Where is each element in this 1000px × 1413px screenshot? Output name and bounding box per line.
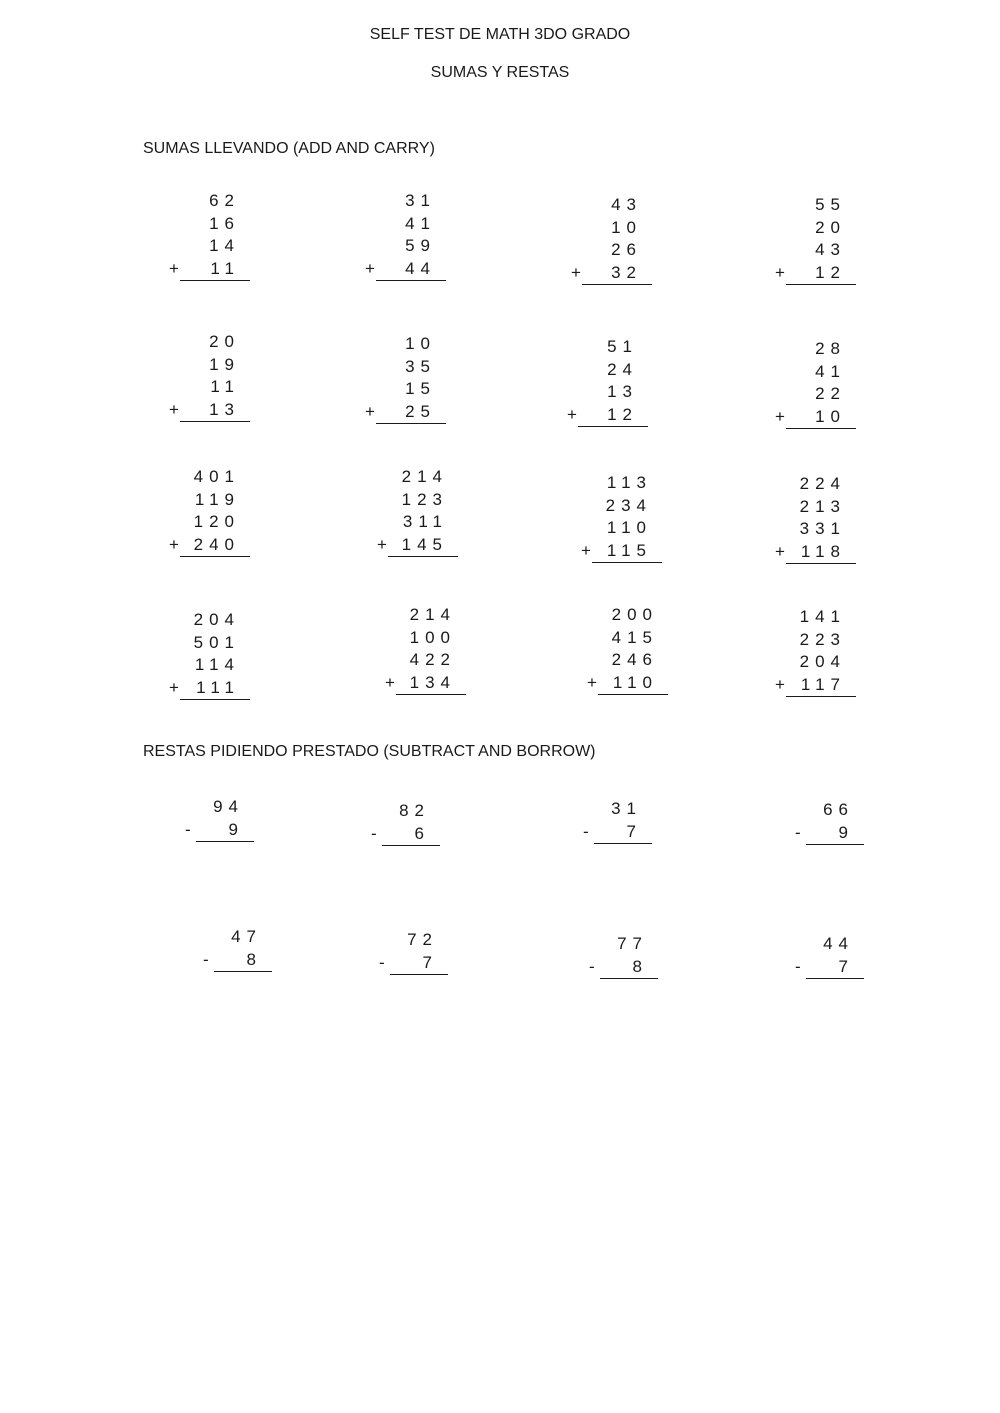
- operand-number: 55: [815, 195, 846, 214]
- operand-row-with-line: [775, 674, 856, 698]
- operand-number: 223: [799, 629, 846, 649]
- operand-row-with-line: [169, 399, 250, 423]
- addition-section-title: SUMAS LLEVANDO (ADD AND CARRY): [143, 140, 435, 157]
- operand-row-with-line: [581, 540, 662, 564]
- operand-row: [776, 361, 856, 384]
- addition-problem: [776, 473, 856, 564]
- operand-number: 43: [611, 195, 642, 214]
- operand-number: 82: [399, 801, 430, 820]
- operand-number: 114: [194, 655, 240, 674]
- operand-number: 26: [611, 240, 642, 259]
- operand-row: [572, 194, 652, 217]
- operand-row: [366, 213, 446, 236]
- minus-sign: -: [371, 824, 377, 843]
- operand-row: [366, 333, 446, 356]
- operand-number: 401: [193, 467, 240, 486]
- operand-row: [170, 654, 250, 677]
- operand-row: [170, 331, 250, 354]
- operand-number: 24: [607, 359, 638, 379]
- operand-number: 32: [611, 262, 642, 282]
- operand-number: 111: [196, 677, 240, 697]
- operand-row: [170, 235, 250, 258]
- operand-number: 25: [405, 401, 436, 421]
- operand-row: [170, 213, 250, 236]
- minus-sign: -: [589, 957, 595, 976]
- operand-number: 234: [605, 495, 652, 515]
- subtraction-problem: [372, 799, 440, 846]
- operand-number: 43: [815, 240, 846, 259]
- operand-number: 214: [401, 467, 448, 486]
- operand-number: 117: [800, 674, 846, 694]
- operand-number: 19: [209, 354, 240, 374]
- operand-row: [204, 925, 272, 948]
- operand-row: [590, 932, 658, 955]
- minus-sign: -: [795, 823, 801, 842]
- operand-number: 141: [799, 607, 846, 626]
- operand-number: 14: [209, 236, 240, 255]
- operand-row: [776, 651, 856, 674]
- operand-number: 77: [617, 934, 648, 953]
- operand-row-with-line: [775, 262, 856, 286]
- operand-number: 12: [815, 262, 846, 282]
- operand-number: 72: [407, 930, 438, 949]
- operand-number: 200: [611, 605, 658, 624]
- operand-row: [170, 354, 250, 377]
- operand-number: 62: [209, 191, 240, 210]
- operand-row: [796, 798, 864, 821]
- operand-row: [582, 495, 662, 518]
- operand-row: [588, 604, 668, 627]
- plus-sign: +: [775, 406, 785, 426]
- subtraction-problem: [590, 932, 658, 979]
- page-title: SELF TEST DE MATH 3DO GRADO: [369, 26, 631, 43]
- addition-problem: [378, 466, 458, 557]
- addition-problem: [776, 338, 856, 429]
- operand-row-with-line: [587, 672, 668, 696]
- addition-problem: [170, 190, 250, 281]
- operand-number: 44: [405, 258, 436, 278]
- plus-sign: +: [169, 258, 179, 278]
- operand-number: 7: [626, 822, 642, 841]
- operand-row: [366, 190, 446, 213]
- operand-number: 214: [409, 605, 456, 624]
- addition-problem: [366, 190, 446, 281]
- operand-row-with-line: [365, 401, 446, 425]
- operand-row: [588, 627, 668, 650]
- operand-number: 415: [611, 627, 658, 647]
- operand-number: 16: [209, 213, 240, 233]
- operand-number: 28: [815, 339, 846, 358]
- plus-sign: +: [385, 672, 395, 692]
- operand-row: [776, 496, 856, 519]
- operand-number: 31: [405, 191, 436, 210]
- operand-number: 204: [799, 652, 846, 671]
- operand-row: [378, 466, 458, 489]
- operand-row: [386, 604, 466, 627]
- operand-row-with-line: [169, 534, 250, 558]
- plus-sign: +: [169, 399, 179, 419]
- operand-number: 7: [838, 957, 854, 976]
- operand-number: 118: [800, 541, 846, 561]
- operand-row: [170, 511, 250, 534]
- addition-problem: [582, 472, 662, 563]
- operand-row-with-line: [185, 818, 254, 842]
- operand-row: [568, 336, 648, 359]
- operand-row: [366, 356, 446, 379]
- operand-number: 113: [606, 473, 652, 492]
- operand-row-with-line: [795, 955, 864, 979]
- plus-sign: +: [587, 672, 597, 692]
- page-subtitle: SUMAS Y RESTAS: [430, 64, 570, 81]
- operand-number: 246: [611, 650, 658, 669]
- operand-number: 10: [405, 334, 436, 353]
- operand-row: [568, 359, 648, 382]
- operand-row: [380, 928, 448, 951]
- operand-row: [796, 932, 864, 955]
- addition-problem: [170, 609, 250, 700]
- operand-row: [186, 795, 254, 818]
- minus-sign: -: [795, 957, 801, 976]
- operand-row: [584, 797, 652, 820]
- operand-row: [776, 606, 856, 629]
- addition-problem: [366, 333, 446, 424]
- operand-number: 12: [607, 404, 638, 424]
- plus-sign: +: [775, 674, 785, 694]
- operand-row-with-line: [589, 955, 658, 979]
- operand-row: [776, 194, 856, 217]
- operand-row: [366, 378, 446, 401]
- operand-number: 13: [209, 399, 240, 419]
- operand-number: 501: [193, 632, 240, 652]
- operand-row: [582, 517, 662, 540]
- operand-row-with-line: [567, 404, 648, 428]
- minus-sign: -: [185, 820, 191, 839]
- operand-number: 8: [632, 957, 648, 976]
- operand-number: 145: [401, 534, 448, 554]
- operand-number: 123: [401, 489, 448, 509]
- operand-number: 331: [799, 519, 846, 538]
- operand-number: 6: [414, 824, 430, 843]
- operand-row-with-line: [775, 406, 856, 430]
- operand-number: 35: [405, 356, 436, 376]
- operand-number: 15: [405, 379, 436, 398]
- operand-row-with-line: [795, 821, 864, 845]
- addition-problem: [386, 604, 466, 695]
- operand-number: 22: [815, 384, 846, 403]
- subtraction-problem: [380, 928, 448, 975]
- subtraction-problem: [584, 797, 652, 844]
- plus-sign: +: [365, 258, 375, 278]
- addition-problem: [776, 606, 856, 697]
- operand-row-with-line: [365, 258, 446, 282]
- operand-row: [572, 217, 652, 240]
- operand-number: 20: [815, 217, 846, 237]
- operand-row: [776, 518, 856, 541]
- plus-sign: +: [365, 401, 375, 421]
- operand-row: [170, 609, 250, 632]
- operand-number: 41: [405, 213, 436, 233]
- operand-number: 10: [611, 217, 642, 237]
- operand-row: [170, 489, 250, 512]
- operand-row: [170, 466, 250, 489]
- operand-number: 9: [838, 823, 854, 842]
- plus-sign: +: [169, 677, 179, 697]
- operand-number: 20: [209, 332, 240, 351]
- operand-row-with-line: [385, 672, 466, 696]
- operand-number: 51: [607, 337, 638, 356]
- operand-number: 110: [606, 518, 652, 537]
- operand-row: [776, 338, 856, 361]
- minus-sign: -: [203, 950, 209, 969]
- operand-number: 422: [409, 650, 456, 669]
- operand-number: 11: [210, 258, 240, 278]
- operand-row: [776, 239, 856, 262]
- operand-row-with-line: [775, 541, 856, 565]
- addition-problem: [588, 604, 668, 695]
- operand-number: 311: [402, 512, 448, 531]
- operand-row: [170, 376, 250, 399]
- operand-number: 115: [606, 540, 652, 560]
- operand-number: 13: [607, 382, 638, 401]
- operand-number: 134: [409, 672, 456, 692]
- operand-number: 11: [210, 377, 240, 396]
- plus-sign: +: [775, 262, 785, 282]
- plus-sign: +: [169, 534, 179, 554]
- operand-row-with-line: [377, 534, 458, 558]
- subtraction-problem: [204, 925, 272, 972]
- operand-row: [572, 239, 652, 262]
- operand-row: [170, 190, 250, 213]
- operand-row: [568, 381, 648, 404]
- operand-number: 8: [246, 950, 262, 969]
- operand-number: 9: [228, 820, 244, 839]
- operand-number: 240: [193, 534, 240, 554]
- operand-number: 110: [612, 672, 658, 692]
- operand-number: 59: [405, 236, 436, 255]
- operand-number: 119: [194, 489, 240, 509]
- subtraction-problem: [186, 795, 254, 842]
- minus-sign: -: [583, 822, 589, 841]
- operand-row: [378, 489, 458, 512]
- operand-number: 31: [611, 799, 642, 818]
- operand-row: [776, 383, 856, 406]
- operand-number: 100: [409, 627, 456, 647]
- plus-sign: +: [567, 404, 577, 424]
- operand-number: 213: [799, 496, 846, 516]
- operand-number: 94: [213, 797, 244, 816]
- plus-sign: +: [581, 540, 591, 560]
- operand-number: 41: [815, 361, 846, 381]
- operand-row-with-line: [583, 820, 652, 844]
- operand-number: 120: [193, 512, 240, 531]
- operand-row: [170, 632, 250, 655]
- operand-row: [372, 799, 440, 822]
- operand-row-with-line: [169, 677, 250, 701]
- operand-row-with-line: [371, 822, 440, 846]
- operand-row: [386, 649, 466, 672]
- operand-number: 47: [231, 927, 262, 946]
- operand-row-with-line: [203, 948, 272, 972]
- operand-row: [378, 511, 458, 534]
- operand-row: [582, 472, 662, 495]
- addition-problem: [572, 194, 652, 285]
- subtraction-problem: [796, 798, 864, 845]
- minus-sign: -: [379, 953, 385, 972]
- operand-number: 224: [799, 474, 846, 493]
- operand-row: [366, 235, 446, 258]
- operand-row: [776, 473, 856, 496]
- addition-problem: [568, 336, 648, 427]
- operand-row-with-line: [169, 258, 250, 282]
- operand-number: 204: [193, 610, 240, 629]
- operand-row: [776, 217, 856, 240]
- operand-number: 66: [823, 800, 854, 819]
- operand-number: 44: [823, 934, 854, 953]
- operand-row-with-line: [379, 951, 448, 975]
- subtraction-problem: [796, 932, 864, 979]
- operand-row-with-line: [571, 262, 652, 286]
- plus-sign: +: [775, 541, 785, 561]
- operand-row: [776, 629, 856, 652]
- operand-number: 7: [422, 953, 438, 972]
- addition-problem: [170, 466, 250, 557]
- operand-row: [386, 627, 466, 650]
- operand-number: 10: [815, 406, 846, 426]
- operand-row: [588, 649, 668, 672]
- plus-sign: +: [571, 262, 581, 282]
- subtraction-section-title: RESTAS PIDIENDO PRESTADO (SUBTRACT AND BORROW): [143, 743, 596, 760]
- addition-problem: [776, 194, 856, 285]
- plus-sign: +: [377, 534, 387, 554]
- addition-problem: [170, 331, 250, 422]
